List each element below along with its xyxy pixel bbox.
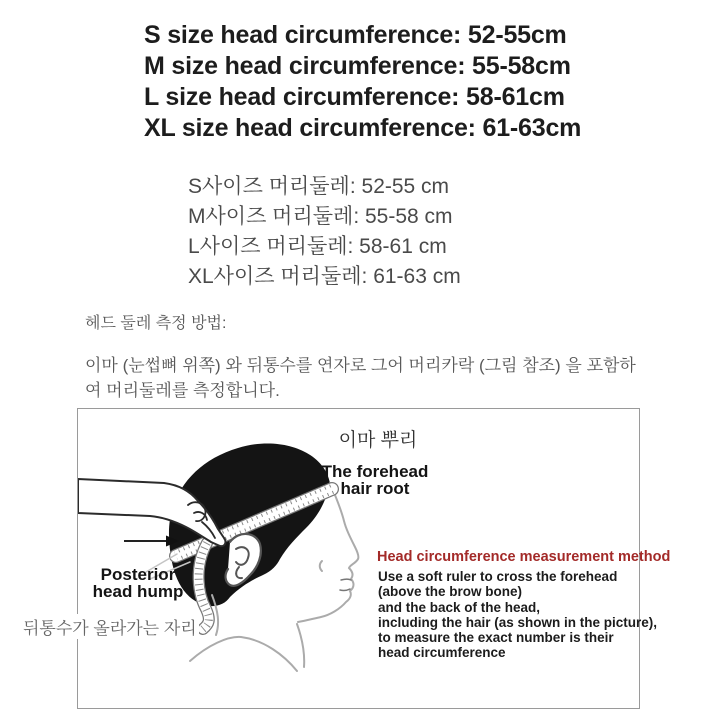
measure-method-body-ko <box>85 353 636 403</box>
measure-method-heading-ko: 헤드 둘레 측정 방법: <box>85 315 227 332</box>
method-body-line6: head circumference <box>378 645 506 661</box>
mouth-line <box>340 579 351 590</box>
measurement-diagram-box <box>77 408 671 709</box>
posterior-label-line1: Posterior <box>100 565 176 584</box>
posterior-label-line2: head hump <box>92 582 184 601</box>
size-line-ko-l: L사이즈 머리둘레: 58-61 cm <box>188 235 447 258</box>
method-body-line5: to measure the exact number is their <box>378 630 614 646</box>
method-body-line4: including the hair (as shown in the picture), <box>378 614 658 630</box>
measure-method-body-ko-line1: 이마 (눈썹뼈 위쪽) 와 뒤통수를 연자로 그어 머리카락 (그림 참조) 을 포함하 <box>85 356 636 375</box>
forehead-label-en <box>305 463 445 497</box>
measure-method-body-ko-line2: 여 머리둘레를 측정합니다. <box>85 381 280 400</box>
posterior-head-hump-label <box>86 566 190 600</box>
size-chart-en <box>144 20 581 144</box>
method-title-en: Head circumference measurement method <box>377 549 671 565</box>
size-line-en-xl: XL size head circumference: 61-63cm <box>144 114 582 142</box>
method-body-line3: and the back of the head, <box>378 599 541 615</box>
method-body-en <box>378 569 657 661</box>
size-line-ko-xl: XL사이즈 머리둘레: 61-63 cm <box>188 265 461 288</box>
method-body-line1: Use a soft ruler to cross the forehead <box>378 569 618 584</box>
forehead-label-en-line1: The forehead <box>321 462 429 481</box>
size-line-en-m: M size head circumference: 55-58cm <box>144 52 571 80</box>
forehead-label-en-line2: hair root <box>340 479 410 498</box>
size-line-ko-s: S사이즈 머리둘레: 52-55 cm <box>188 175 450 198</box>
size-line-en-s: S size head circumference: 52-55cm <box>144 21 567 49</box>
size-line-ko-m: M사이즈 머리둘레: 55-58 cm <box>188 205 453 228</box>
back-of-head-label-ko: 뒤통수가 올라가는 자리 <box>21 614 199 639</box>
method-body-line2: (above the brow bone) <box>378 584 523 600</box>
size-line-en-l: L size head circumference: 58-61cm <box>144 83 565 111</box>
forehead-label-ko: 이마 뿌리 <box>338 430 418 451</box>
size-chart-ko <box>188 172 461 292</box>
